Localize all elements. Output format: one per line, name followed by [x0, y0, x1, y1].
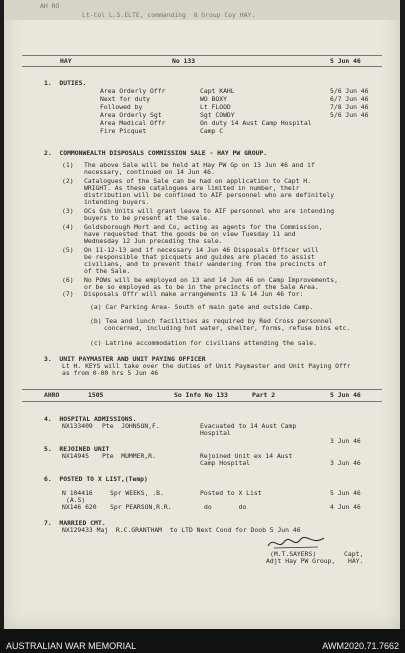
sale-item-b-line: (b) Tea and lunch facilities as required by Red Cross personnel: [90, 317, 333, 325]
duty-name: Lt FLOOD: [200, 103, 231, 111]
duty-date: 5/6 Jun 46: [330, 87, 369, 95]
sale-para-2-line: Catalogues of the Sale can be had on application to Capt H.: [84, 177, 312, 185]
part2-rule-2: [22, 401, 382, 402]
sale-para-6-line: or be so employed as to be in the precincts of the Sale Area.: [84, 283, 319, 291]
posted-heading: 6. POSTED TO X LIST,(Temp): [44, 475, 148, 483]
hospital-heading: 4. HOSPITAL ADMISSIONS.: [44, 415, 137, 423]
para-number: (2): [62, 177, 74, 185]
hospital-rank-name: Pte JOHNSON,F.: [102, 422, 160, 430]
para-number: (6): [62, 276, 74, 284]
sale-para-5-line: be responsible that picquets and guides are placed to assist: [84, 253, 315, 261]
signatory-name: (M.T.SAYERS): [270, 550, 317, 558]
posted-rank-name: Spr WEEKS, .B.: [110, 489, 164, 497]
posted-service-no: N 104416: [62, 489, 93, 497]
posted-date: 4 Jun 46: [330, 503, 361, 511]
signatory-title: Adjt Hay PW Group,: [266, 557, 336, 565]
rejoined-service-no: NX14945: [62, 452, 89, 460]
duty-name: Camp C: [200, 127, 224, 135]
sale-para-2-line: intending buyers.: [84, 198, 150, 206]
part2-label: Part 2: [252, 391, 276, 399]
posted-service-no: NX146 620: [62, 503, 97, 511]
signatory-rank: Capt,: [344, 550, 364, 558]
duty-date: 7/8 Jun 46: [330, 103, 369, 111]
duty-role: Fire Picquet: [100, 127, 147, 135]
para-number: (1): [62, 161, 74, 169]
accession-number: AWM2020.71.7662: [322, 641, 399, 651]
posted-sub: (A.S): [66, 496, 86, 504]
header-top-line: Lt-Col L.S.ELTE, commanding 8 Group Coy HAY.: [82, 11, 256, 19]
sale-heading: 2. COMMONWEALTH DISPOSALS COMMISSION SALE - HAY PW GROUP.: [44, 149, 268, 157]
posted-rank-name: Spr PEARSON,R.R.: [110, 503, 172, 511]
para-number: (3): [62, 207, 74, 215]
order-date: 5 Jun 46: [330, 57, 361, 65]
institution-name: AUSTRALIAN WAR MEMORIAL: [6, 641, 137, 651]
order-number: No 133: [172, 57, 196, 65]
paymaster-line: Lt H. KEYS will take over the duties of Unit Paymaster and Unit Paying Offr: [62, 362, 351, 370]
sale-para-4-line: have requested that the goods be on view Tuesday 11 and: [84, 230, 296, 238]
posted-action: Posted to X List: [200, 489, 262, 497]
sale-para-3-line: buyers to be present at the sale.: [84, 214, 211, 222]
duty-role: Area Orderly Offr: [100, 87, 166, 95]
sale-para-3-line: OCs Gsh Units will grant leave to AIF personnel who are intending: [84, 207, 335, 215]
part2-date: 5 Jun 46: [330, 391, 361, 399]
header-rule-1: [22, 55, 382, 56]
para-number: (4): [62, 223, 74, 231]
hospital-action: Evacuated to 14 Aust Camp: [200, 422, 297, 430]
sale-para-5-line: of the Sale.: [84, 267, 131, 275]
hospital-action: Hospital: [200, 429, 231, 437]
duty-name: Sgt COWDY: [200, 111, 235, 119]
posted-action: do do: [204, 503, 247, 511]
sale-para-2-line: distribution will be confined to AIF personnel who are definitely: [84, 191, 335, 199]
duty-name: On duty 14 Aust Camp Hospital: [200, 119, 312, 127]
sale-para-7-line: Disposals Offr will make arrangements 13 & 14 Jun 46 for:: [84, 290, 304, 298]
archive-footer: [0, 629, 405, 653]
married-heading: 7. MARRIED CMT.: [44, 519, 106, 527]
part2-code: AHRO: [44, 391, 60, 399]
paymaster-heading: 3. UNIT PAYMASTER AND UNIT PAYING OFFICER: [44, 355, 206, 363]
sale-item-b-line: concerned, including hot water, shelter, forms, refuse bins etc.: [104, 324, 351, 332]
header-rule-2: [22, 66, 382, 67]
married-line: NX129433 Maj R.C.GRANTHAM to LTD Next Cond for Doob 5 Jun 46: [62, 526, 301, 534]
sale-para-1-line: The above Sale will be held at Hay PW Gp on 13 Jun 46 and if: [84, 161, 315, 169]
duty-name: WO BOXY: [200, 95, 227, 103]
part2-number: 1505: [88, 391, 104, 399]
sale-para-4-line: Wednesday 12 Jun preceding the sale.: [84, 237, 223, 245]
sale-item-a: (a) Car Parking Area- South of main gate and outside Camp.: [90, 303, 314, 311]
hospital-date: 3 Jun 46: [330, 437, 361, 445]
posted-date: 5 Jun 46: [330, 489, 361, 497]
sale-para-5-line: civilians, and to prevent their wandering from the precincts of: [84, 260, 327, 268]
rejoined-date: 3 Jun 46: [330, 459, 361, 467]
sale-para-2-line: WRIGHT. As these catalogues are limited in number, their: [84, 184, 300, 192]
header-faint-text: AH RO: [40, 2, 60, 10]
part2-ref: So Info No 133: [174, 391, 228, 399]
part2-rule-1: [22, 389, 382, 390]
duty-role: Next for duty: [100, 95, 151, 103]
rejoined-heading: 5. REJOINED UNIT: [44, 445, 110, 453]
duty-date: 5/6 Jun 46: [330, 111, 369, 119]
rejoined-action: Rejoined Unit ex 14 Aust: [200, 452, 293, 460]
rejoined-rank-name: Pte MUMMER,R.: [102, 452, 156, 460]
sale-item-c: (c) Latrine accommodation for civilians attending the sale.: [90, 339, 318, 347]
duty-role: Followed by: [100, 103, 143, 111]
sale-para-1-line: necessary, continued on 14 Jun 46.: [84, 168, 215, 176]
para-number: (5): [62, 246, 74, 254]
sale-para-6-line: No POWs will be employed on 13 and 14 Jun 46 on Camp Improvements,: [84, 276, 338, 284]
duties-heading: 1. DUTIES.: [44, 79, 87, 87]
document-page: [4, 0, 400, 629]
duty-role: Area Orderly Sgt: [100, 111, 162, 119]
duty-name: Capt KAHL: [200, 87, 235, 95]
rejoined-action: Camp Hospital: [200, 459, 251, 467]
paymaster-line: as from 0-00 hrs 5 Jun 46: [62, 369, 159, 377]
para-number: (7): [62, 290, 74, 298]
sale-para-5-line: On 11-12-13 and if necessary 14 Jun 46 Disposals Officer will: [84, 246, 319, 254]
duty-date: 6/7 Jun 46: [330, 95, 369, 103]
station-name: HAY: [60, 57, 72, 65]
signatory-place: HAY.: [348, 557, 364, 565]
hospital-service-no: NX133409: [62, 422, 93, 430]
sale-para-4-line: Goldsborough Mort and Co, acting as agents for the Commission,: [84, 223, 323, 231]
duty-role: Area Medical Offr: [100, 119, 166, 127]
